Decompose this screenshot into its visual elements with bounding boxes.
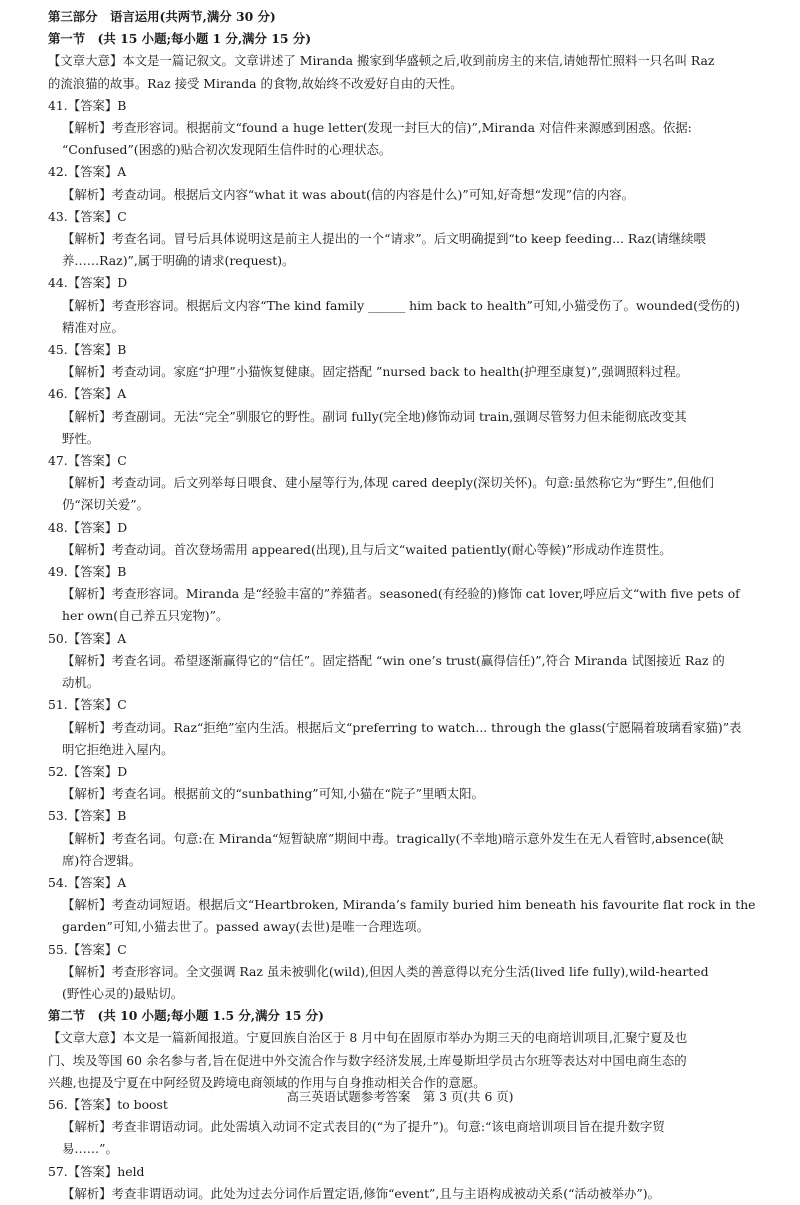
summary-line: 门、埃及等国 60 余名参与者,旨在促进中外交流合作与数字经济发展,土库曼斯坦学员古尔班等表达对中国电商生态的 bbox=[48, 1052, 687, 1068]
question-item bbox=[48, 1161, 760, 1205]
question-item bbox=[48, 161, 760, 205]
explanation-line: 【解析】考查名词。句意:在 Miranda“短暂缺席”期间中毒。tragically(不幸地)暗示意外发生在无人看管时,absence(缺 bbox=[62, 830, 724, 846]
section-header: 第三部分 语言运用(共两节,满分 30 分) bbox=[48, 9, 276, 24]
answer-line: 45.【答案】B bbox=[48, 342, 127, 358]
question-item bbox=[48, 561, 760, 628]
answer-line: 43.【答案】C bbox=[48, 208, 127, 224]
answer-line: 44.【答案】D bbox=[48, 275, 128, 291]
explanation-line: 易……”。 bbox=[62, 1141, 118, 1157]
summary-line: 的流浪猫的故事。Raz 接受 Miranda 的食物,故始终不改爱好自由的天性。 bbox=[48, 75, 463, 91]
summary-line: 【文章大意】本文是一篇新闻报道。宁夏回族自治区于 8 月中旬在固原市举办为期三天的电商培训项目,汇聚宁夏及也 bbox=[48, 1030, 688, 1046]
explanation-line: 精准对应。 bbox=[62, 319, 124, 335]
part2-header: 第二节 (共 10 小题;每小题 1.5 分,满分 15 分) bbox=[48, 1008, 325, 1024]
question-item bbox=[48, 383, 760, 450]
part1-summary bbox=[48, 50, 760, 94]
question-item bbox=[48, 339, 760, 383]
explanation-line: “Confused”(困惑的)贴合初次发现陌生信件时的心理状态。 bbox=[62, 142, 392, 158]
question-item bbox=[48, 206, 760, 273]
explanation-line: 席)符合逻辑。 bbox=[62, 852, 142, 868]
answer-line: 52.【答案】D bbox=[48, 763, 128, 779]
part1-header: 第一节 (共 15 小题;每小题 1 分,满分 15 分) bbox=[48, 31, 312, 47]
explanation-line: 明它拒绝进入屋内。 bbox=[62, 741, 174, 757]
answer-line: 49.【答案】B bbox=[48, 564, 127, 580]
question-item bbox=[48, 628, 760, 695]
answer-line: 53.【答案】B bbox=[48, 808, 127, 824]
part2-summary bbox=[48, 1027, 760, 1094]
explanation-line: 【解析】考查形容词。全文强调 Raz 虽未被驯化(wild),但因人类的善意得以充分生活(lived life fully),wild-hearted bbox=[62, 963, 709, 979]
explanation-line: 动机。 bbox=[62, 675, 100, 691]
answer-line: 51.【答案】C bbox=[48, 697, 127, 713]
explanation-line: 【解析】考查形容词。根据前文“found a huge letter(发现一封巨大的信)”,Miranda 对信件来源感到困惑。依据: bbox=[62, 120, 692, 136]
explanation-line: 【解析】考查动词。后文列举每日喂食、建小屋等行为,体现 cared deeply(深切关怀)。句意:虽然称它为“野生”,但他们 bbox=[62, 475, 715, 491]
explanation-line: 【解析】考查动词短语。根据后文“Heartbroken, Miranda’s family buried him beneath his favourite flat rock in the bbox=[62, 897, 756, 913]
question-item bbox=[48, 939, 760, 1006]
explanation-line: 【解析】考查名词。冒号后具体说明这是前主人提出的一个“请求”。后文明确提到“to keep feeding... Raz(请继续喂 bbox=[62, 231, 706, 247]
explanation-line: 【解析】考查动词。Raz“拒绝”室内生活。根据后文“preferring to watch... through the glass(宁愿隔着玻璃看家猫)”表 bbox=[62, 719, 742, 735]
explanation-line: 养……Raz)”,属于明确的请求(request)。 bbox=[62, 253, 295, 269]
explanation-line: 【解析】考查动词。首次登场需用 appeared(出现),且与后文“waited patiently(耐心等候)”形成动作连贯性。 bbox=[62, 541, 672, 557]
page-footer: 高三英语试题参考答案 第 3 页(共 6 页) bbox=[286, 1089, 514, 1104]
question-item bbox=[48, 805, 760, 872]
question-item bbox=[48, 95, 760, 162]
explanation-line: 【解析】考查非谓语动词。此处需填入动词不定式表目的(“为了提升”)。句意:“该电商培训项目旨在提升数字贸 bbox=[62, 1119, 665, 1135]
answer-line: 55.【答案】C bbox=[48, 941, 127, 957]
answer-line: 42.【答案】A bbox=[48, 164, 127, 180]
explanation-line: 仍“深切关爱”。 bbox=[62, 497, 150, 513]
question-item bbox=[48, 272, 760, 339]
question-item bbox=[48, 694, 760, 761]
question-list bbox=[48, 95, 760, 1005]
explanation-line: 【解析】考查名词。希望逐渐赢得它的“信任”。固定搭配 “win one’s trust(赢得信任)”,符合 Miranda 试图接近 Raz 的 bbox=[62, 652, 725, 668]
explanation-line: her own(自己养五只宠物)”。 bbox=[62, 608, 229, 624]
explanation-line: 【解析】考查形容词。Miranda 是“经验丰富的”养猫者。seasoned(有经验的)修饰 cat lover,呼应后文“with five pets of bbox=[62, 586, 740, 602]
explanation-line: 【解析】考查名词。根据前文的“sunbathing”可知,小猫在“院子”里晒太阳。 bbox=[62, 786, 484, 802]
summary-line: 【文章大意】本文是一篇记叙文。文章讲述了 Miranda 搬家到华盛顿之后,收到前房主的来信,请她帮忙照料一只名叫 Raz bbox=[48, 53, 715, 69]
question-item bbox=[48, 761, 760, 805]
answer-line: 54.【答案】A bbox=[48, 874, 127, 890]
explanation-line: (野性心灵的)最贴切。 bbox=[62, 985, 184, 1001]
answer-line: 47.【答案】C bbox=[48, 453, 127, 469]
question-item bbox=[48, 872, 760, 939]
question-item bbox=[48, 517, 760, 561]
answer-line: 46.【答案】A bbox=[48, 386, 127, 402]
answer-line: 50.【答案】A bbox=[48, 630, 127, 646]
question-list bbox=[48, 1094, 760, 1205]
explanation-line: 野性。 bbox=[62, 430, 100, 446]
answer-line: 57.【答案】held bbox=[48, 1163, 145, 1179]
answer-line: 41.【答案】B bbox=[48, 97, 127, 113]
explanation-line: 【解析】考查副词。无法“完全”驯服它的野性。副词 fully(完全地)修饰动词 train,强调尽管努力但未能彻底改变其 bbox=[62, 408, 687, 424]
explanation-line: 【解析】考查动词。家庭“护理”小猫恢复健康。固定搭配 ”nursed back to health(护理至康复)”,强调照料过程。 bbox=[62, 364, 689, 380]
explanation-line: 【解析】考查形容词。根据后文内容“The kind family ______ him back to health”可知,小猫受伤了。wounded(受伤的) bbox=[62, 297, 740, 313]
explanation-line: 【解析】考查非谓语动词。此处为过去分词作后置定语,修饰“event”,且与主语构成被动关系(“活动被举办”)。 bbox=[62, 1185, 660, 1201]
summary-line: 兴趣,也提及宁夏在中阿经贸及跨境电商领域的作用与自身推动相关合作的意愿。 bbox=[48, 1074, 486, 1090]
explanation-line: 【解析】考查动词。根据后文内容“what it was about(信的内容是什么)”可知,好奇想“发现”信的内容。 bbox=[62, 186, 635, 202]
answer-line: 48.【答案】D bbox=[48, 519, 128, 535]
question-item bbox=[48, 450, 760, 517]
answer-line: 56.【答案】to boost bbox=[48, 1096, 168, 1112]
explanation-line: garden”可知,小猫去世了。passed away(去世)是唯一合理选项。 bbox=[62, 919, 430, 935]
